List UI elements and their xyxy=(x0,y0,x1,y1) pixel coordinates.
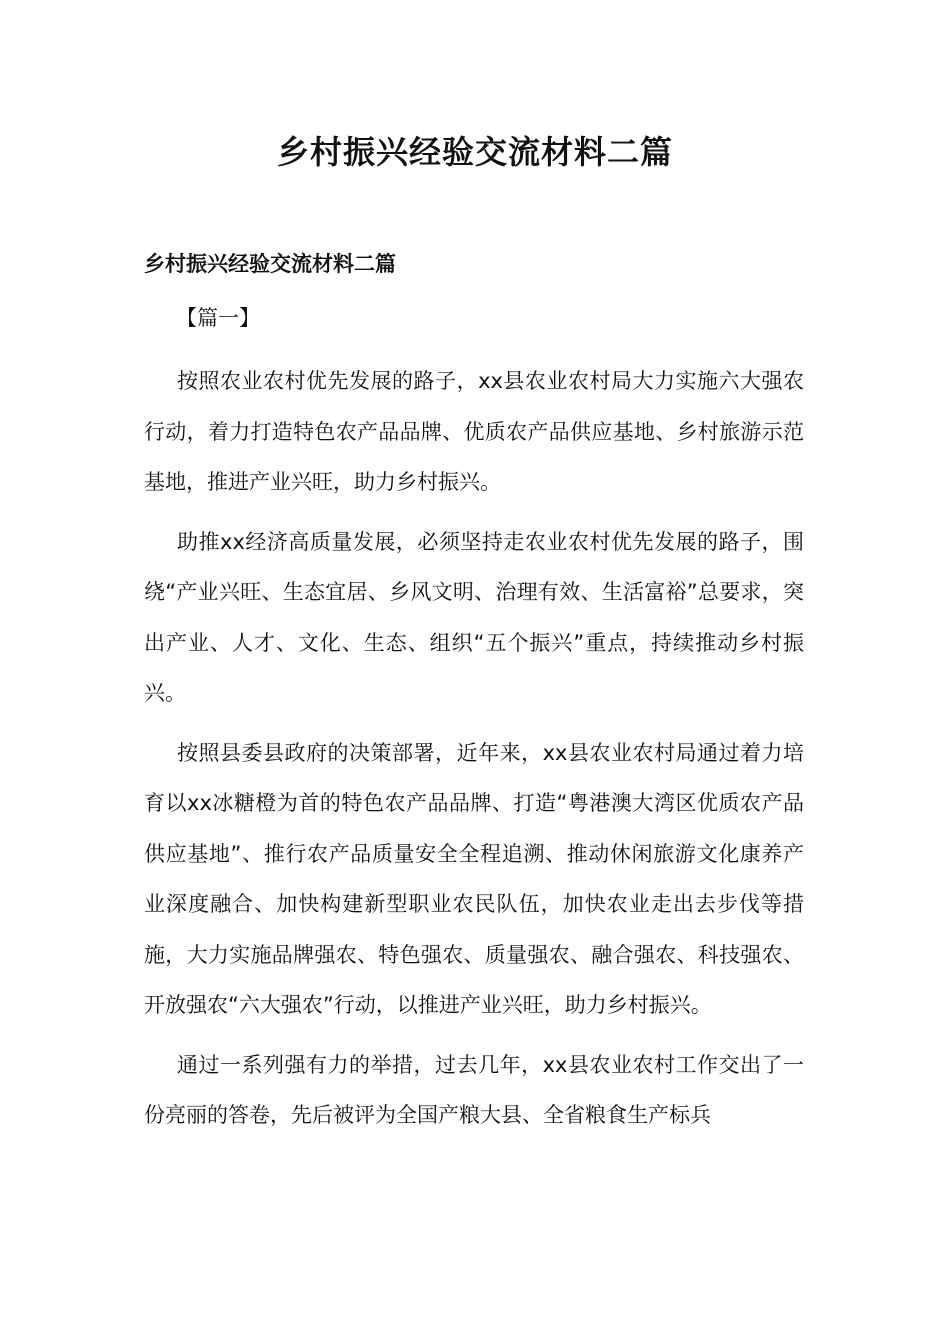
paragraph-1: 按照农业农村优先发展的路子，xx县农业农村局大力实施六大强农行动，着力打造特色农产品品牌、优质农产品供应基地、乡村旅游示范基地，推进产业兴旺，助力乡村振兴。 xyxy=(144,369,804,494)
document-title: 乡村振兴经验交流材料二篇 xyxy=(276,133,673,171)
section-heading: 乡村振兴经验交流材料二篇 xyxy=(144,252,396,276)
paragraph-3: 按照县委县政府的决策部署，近年来，xx县农业农村局通过着力培育以xx冰糖橙为首的特色农产品品牌、打造“粤港澳大湾区优质农产品供应基地”、推行农产品质量安全全程追溯、推动休闲旅游文化康养产业深度融合、加快构建新型职业农民队伍，加快农业走出去步伐等措施，大力实施品牌强农、特色强农、质量强农、融合强农、科技强农、开放强农“六大强农”行动，以推进产业兴旺，助力乡村振兴。 xyxy=(144,740,804,1017)
paragraph-4: 通过一系列强有力的举措，过去几年，xx县农业农村工作交出了一份亮丽的答卷，先后被评为全国产粮大县、全省粮食生产标兵 xyxy=(144,1052,804,1127)
paragraph-2: 助推xx经济高质量发展，必须坚持走农业农村优先发展的路子，围绕“产业兴旺、生态宜居、乡风文明、治理有效、生活富裕”总要求，突出产业、人才、文化、生态、组织“五个振兴”重点，持续推动乡村振兴。 xyxy=(144,529,804,705)
document-body xyxy=(144,356,804,1150)
part-label: 【篇一】 xyxy=(176,306,260,330)
